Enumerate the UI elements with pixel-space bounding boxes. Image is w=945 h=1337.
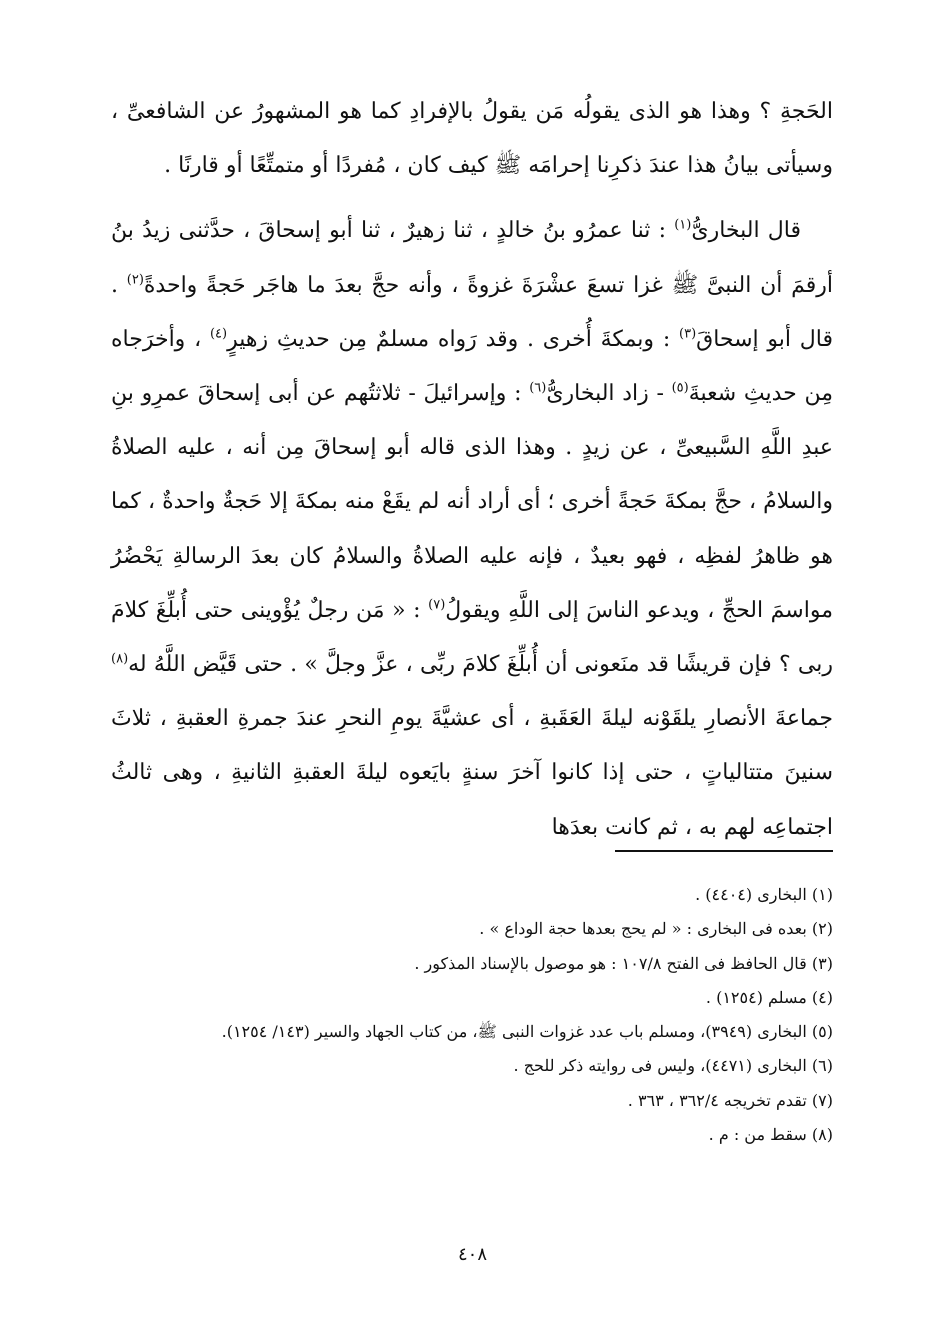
footnote-8: (٨) سقط من : م . [708,1125,833,1145]
text-segment: قال البخارىُّ [691,218,801,244]
footnote-7: (٧) تقدم تخريجه ٣٦٢/٤ ، ٣٦٣ . [627,1090,833,1110]
footnote-ref: (٤) [209,326,228,342]
paragraph-1: الحَجةِ ؟ وهذا هو الذى يقولُه مَن يقولُ بالإفرادِ كما هو المشهورُ عن الشافعىِّ ، وسيأتى بيانُ هذا عندَ ذكرِنا إحرامَه ﷺ كيف كان ، مُفردًا أو متمتِّعًا أو قارنًا . [111,99,833,179]
text-segment: : ثنا عمرُو بنُ خالدٍ ، ثنا زهيرٌ ، ثنا أبو إسحاقَ ، حدَّثنى زيدُ بنُ أرقمَ أن النبىَّ ﷺ غزا تسعَ عشْرَةَ غزوةً ، وأنه حجَّ بعدَ ما هاجَر حَجةً واحدةً [111,218,833,298]
text-segment: ، وأخرَجاه مِن حديثِ شعبةَ [111,326,834,407]
footnote-3: (٣) قال الحافظ فى الفتح ١٠٧/٨ : هو موصول بالإسناد المذكور . [414,953,833,973]
text-segment: . قال أبو إسحاقَ [111,272,834,352]
footnote-separator [615,850,833,852]
text-segment: : وإسرائيلَ - ثلاثتُهم عن أبى إسحاقَ عمرِو بنِ عبدِ اللَّهِ السَّبيعىِّ ، عن زيدٍ . وهذا الذى قاله أبو إسحاقَ مِن أنه ، عليه الصلاةُ والسلامُ ، حجَّ بمكةَ حَجةً أخرى ؛ أى أراد أنه لم يقَعْ منه بمكةَ إلا حَجةٌ واحدةٌ ، كما هو ظاهرُ لفظِه ، فهو بعيدٌ ، فإنه عليه الصلاةُ والسلامُ كان بعدَ الرسالةِ يَحْضُرُ مواسمَ الحجِّ ، ويدعو الناسَ إلى اللَّهِ ويقولُ [111,381,834,623]
footnote-6: (٦) البخارى (٤٤٧١)، وليس فى روايته ذكر للحج . [513,1056,833,1076]
footnote-1: (١) البخارى (٤٤٠٤) . [695,885,833,904]
footnote-ref: (٢) [126,272,144,288]
footnote-ref: (٧) [428,597,446,613]
footnote-2: (٢) بعده فى البخارى : « لم يحج بعدها حجة الوداع » . [479,919,833,939]
footnote-ref: (٥) [671,380,689,396]
text-segment: : « مَن رجلٌ يُؤْوينى حتى أُبلِّغَ كلامَ ربى ؟ فإن قريشًا قد منَعونى أن أُبلِّغَ كلامَ ربِّى ، عزَّ وجلَّ » . حتى قَيَّض اللَّهُ له [111,597,833,678]
paragraph-2 [111,204,833,854]
footnote-ref: (٦) [529,380,547,396]
footnote-ref: (١) [674,218,692,234]
footnote-ref: (٨) [111,651,129,667]
footnote-4: (٤) مسلم (١٢٥٤) . [705,987,833,1007]
text-segment: - زاد البخارىُّ [546,381,672,407]
footnotes [111,878,833,1152]
footnote-ref: (٣) [679,326,697,342]
main-text [111,85,833,855]
text-segment: جماعةَ الأنصارِ يلقَوْنه ليلةَ العَقَبةِ ، أى عشيَّةَ يومِ النحرِ عندَ جمرةِ العقبةِ ، ثلاثَ سنينَ متتالياتٍ ، حتى إذا كانوا آخرَ سنةٍ بايَعوه ليلةَ العقبةِ الثانيةِ ، وهى ثالثُ اجتماعِه لهم به ، ثم كانت بعدَها [111,706,833,840]
page-number: ٤٠٨ [457,1244,487,1265]
text-segment: : وبمكةَ أُخرى . وقد رَواه مسلمٌ مِن حديثِ زهيرٍ [227,326,679,352]
footnote-5: (٥) البخارى (٣٩٤٩)، ومسلم باب عدد غزوات النبى ﷺ، من كتاب الجهاد والسير (١٤٣/ ١٢٥٤). [221,1022,833,1042]
